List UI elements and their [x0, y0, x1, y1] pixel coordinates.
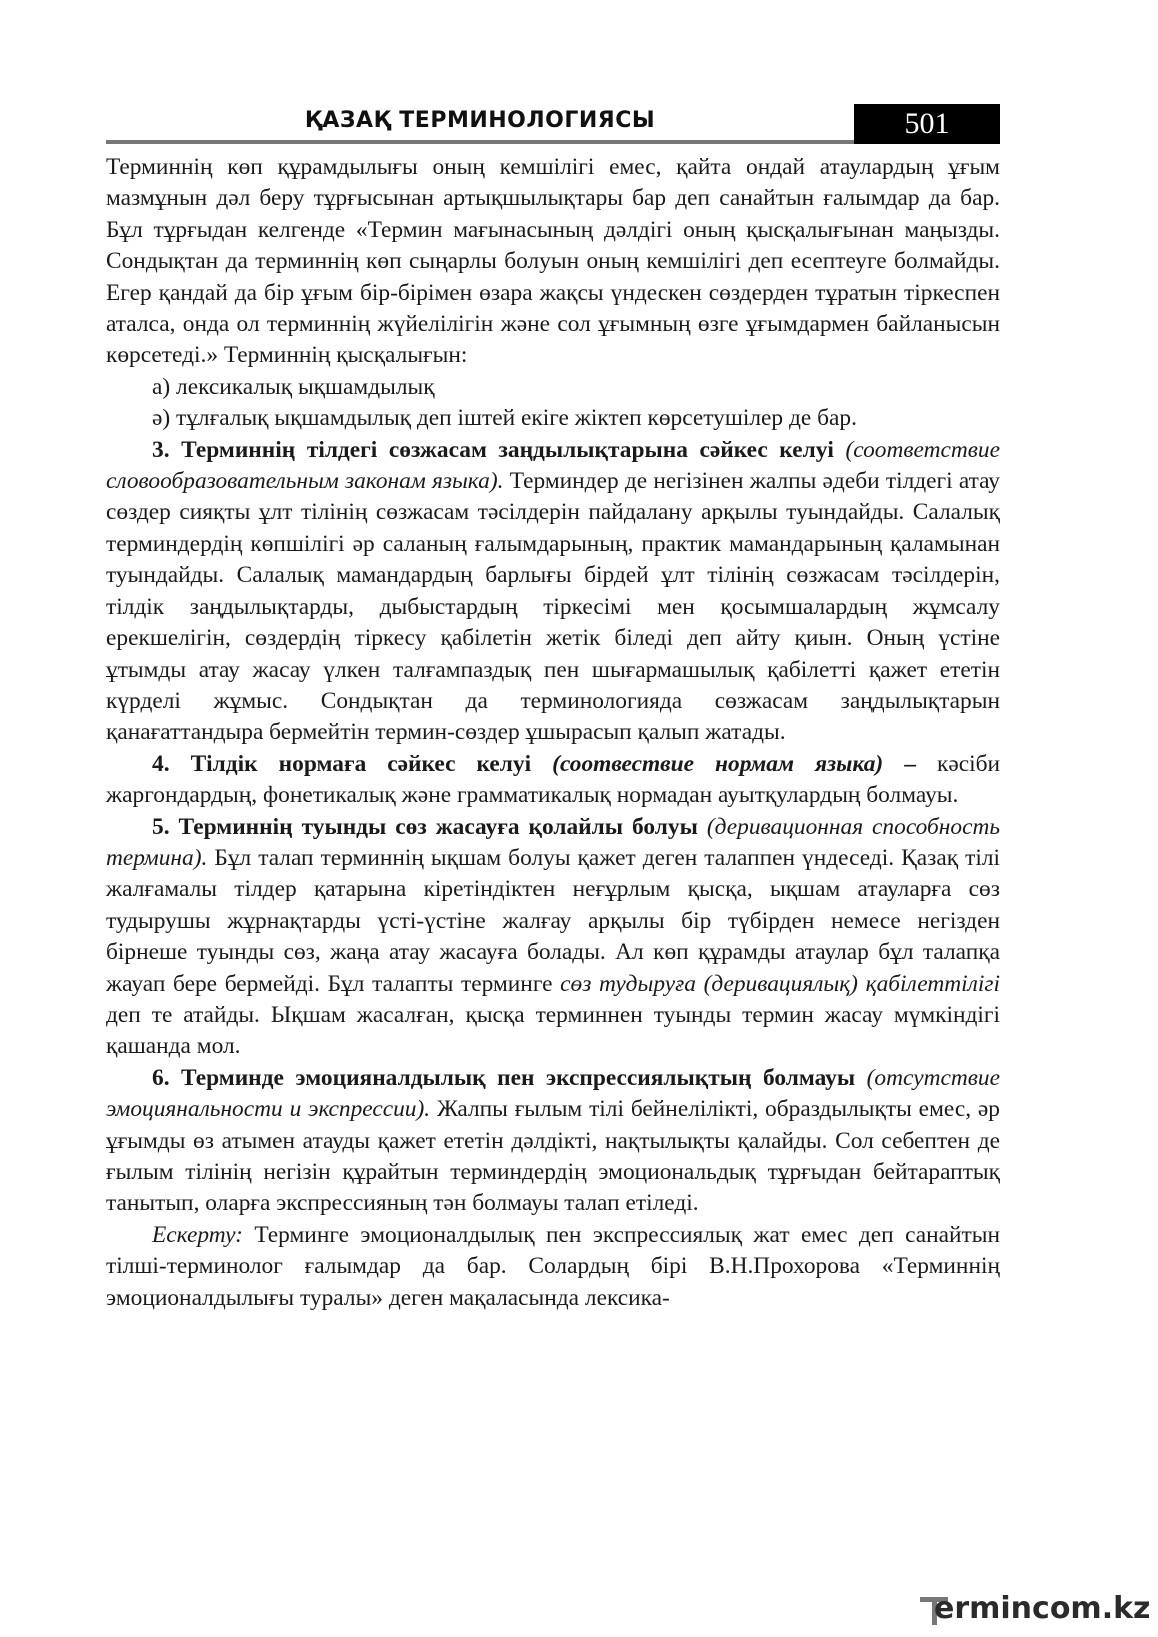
note-paragraph — [106, 1220, 1000, 1314]
section-6-russian-term: (отсутствие эмоциянальности и экспрессии). — [106, 1064, 1000, 1123]
paragraph-1: Терминнің көп құрамдылығы оның кемшілігі емес, қайта ондай атаулардың ұғым мазмұнын дәл беру тұрғысынан артықшылықтары бар деп санайтын ғалымдар да бар. Бұл тұрғыдан келгенде «Термин мағынасының дәлдігі оның қысқалығынан маңызды. Сондықтан да терминнің көп сыңарлы болуын оның кемшілігі деп есептеуге болмайды. Егер қандай да бір ұғым бір-бірімен өзара жақсы үндескен сөздерден тұратын тіркеспен аталса, онда ол терминнің жүйелілігін және сол ұғымның өзге ұғымдармен байланысын көрсетеді.» Терминнің қысқалығын: — [106, 154, 1000, 369]
section-4 — [106, 749, 1000, 812]
list-item-a: а) лексикалық ықшамдылық — [152, 373, 435, 400]
list-item-b: ә) тұлғалық ықшамдылық деп іштей екіге жіктеп көрсетушілер де бар. — [152, 405, 857, 432]
note-label: Ескерту: — [152, 1221, 243, 1248]
watermark-text: ermincom.kz — [934, 1591, 1151, 1626]
running-header — [106, 104, 1000, 148]
section-5-heading: 5. Терминнің туынды сөз жасауға қолайлы болуы — [152, 813, 698, 840]
section-3 — [106, 435, 1000, 749]
section-4-russian-term: (соотвествие нормам языка) — [552, 750, 884, 777]
page-body — [106, 152, 1000, 1314]
section-3-russian-term: (соответствие словообразовательным законам языка). — [106, 436, 1000, 495]
header-title: ҚАЗАҚ ТЕРМИНОЛОГИЯСЫ — [304, 108, 656, 133]
section-3-heading: 3. Терминнің тілдегі сөзжасам заңдылықтарына сәйкес келуі — [152, 436, 834, 463]
section-4-heading: 4. Тілдік нормаға сәйкес келуі — [152, 750, 553, 777]
section-4-dash: – — [883, 750, 916, 777]
note-text: Терминге эмоционалдылық пен экспрессиялық жат емес деп санайтын тілші-терминолог ғалымдар да бар. Солардың бірі В.Н.Прохорова «Терминнің эмоционалдылығы туралы» деген мақаласында лексика- — [106, 1221, 1000, 1311]
section-5-russian-term: (деривационная способность термина). — [106, 813, 1000, 871]
section-5 — [106, 812, 1000, 1063]
section-4-text: кәсіби жаргондардың, фонетикалық және грамматикалық нормадан ауытқулардың болмауы. — [106, 750, 1001, 809]
section-5-italic-term: сөз тудыруға (деривациялық) қабілеттілігі — [560, 970, 1000, 997]
section-5-text-1: Бұл талап терминнің ықшам болуы қажет деген талаппен үндеседі. Қазақ тілі жалғамалы тілдер қатарына кіретіндіктен неғұрлым қысқа, ықшам атауларға сөз тудырушы жұрнақтарды үсті-үстіне жалғау арқылы бір түбірден немесе негізден бірнеше туынды сөз, жаңа атау жасауға болады. Ал көп құрамды атаулар бұл талапқа жауап бере бермейді. Бұл талапты терминге — [106, 844, 1000, 997]
section-5-text-2: деп те атайды. Ықшам жасалған, қысқа терминнен туынды термин жасау мүмкіндігі қашанда мол. — [106, 1001, 1000, 1060]
section-6-heading: 6. Терминде эмоцияналдылық пен экспрессиялықтың болмауы — [152, 1064, 856, 1091]
section-3-text: Терминдер де негізінен жалпы әдеби тілдегі атау сөздер сияқты ұлт тілінің сөзжасам тәсілдерін пайдалану арқылы туындайды. Салалық терминдердің көпшілігі әр саланың ғалымдарының, практик мамандарының қаламынан туындайды. Салалық мамандардың барлығы бірдей ұлт тілінің сөзжасам тәсілдерін, тілдік заңдылықтарды, дыбыстардың тіркесімі мен қосымшалардың жұмсалу ерекшелігін, сөздердің тіркесу қабілетін жетік біледі деп айту қиын. Оның үстіне ұтымды атау жасау үлкен талғампаздық пен шығармашылық қабілетті қажет ететін күрделі жұмыс. Сондықтан да терминологияда сөзжасам заңдылықтарын қанағаттандыра бермейтін термин-сөздер ұшырасып қалып жатады. — [106, 468, 1000, 746]
watermark — [916, 1589, 1151, 1633]
section-6-text: Жалпы ғылым тілі бейнелілікті, образдылықты емес, әр ұғымды өз атымен атауды қажет ететін дәлдікті, нақтылықты қалайды. Сол себептен де ғылым тілінің негізін құрайтын терминдердің эмоциональдық тұрғыдан бейтараптық танытып, оларға экспрессияның тән болмауы талап етіледі. — [106, 1096, 1000, 1217]
header-rule — [106, 140, 854, 144]
section-6 — [106, 1063, 1000, 1220]
page-number: 501 — [854, 104, 1000, 144]
